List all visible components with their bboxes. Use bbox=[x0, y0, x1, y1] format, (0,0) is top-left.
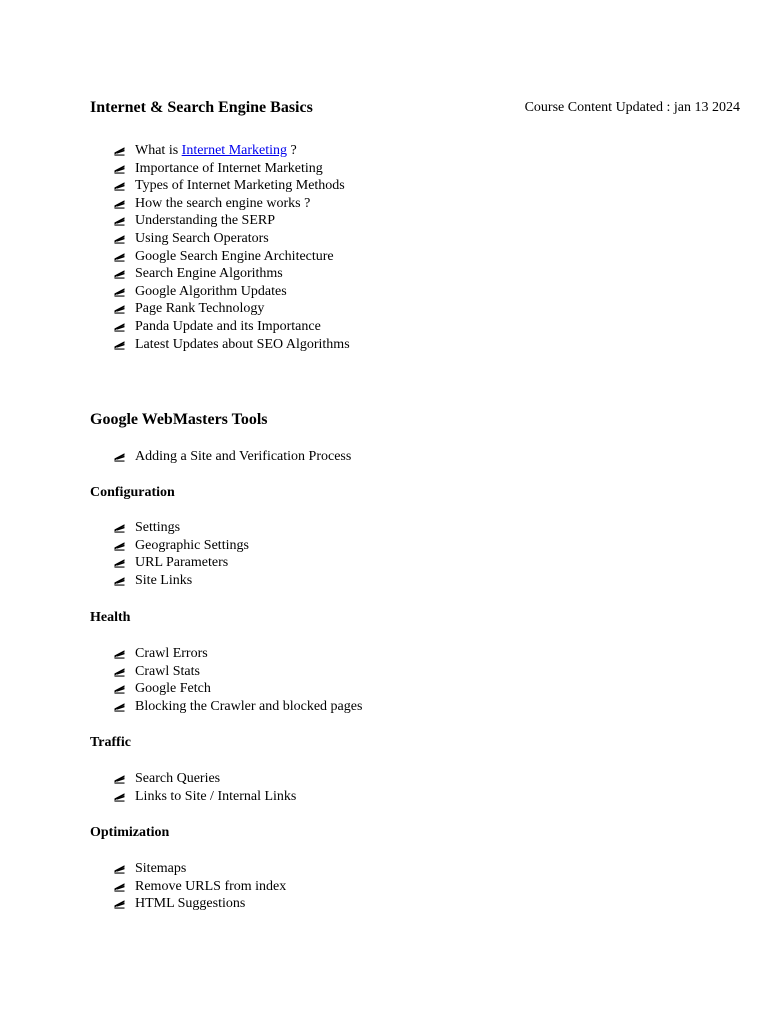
list-item bbox=[112, 318, 350, 336]
section-title-health: Health bbox=[90, 610, 131, 625]
checkmark-bullet-icon bbox=[114, 541, 125, 551]
list-item bbox=[112, 448, 351, 466]
list-item bbox=[112, 860, 286, 878]
list-item-label: Geographic Settings bbox=[135, 537, 249, 553]
list-item bbox=[112, 663, 362, 681]
list-item-label: Understanding the SERP bbox=[135, 213, 275, 229]
checkmark-bullet-icon bbox=[114, 684, 125, 694]
list-item bbox=[112, 645, 362, 663]
list-item-label: Page Rank Technology bbox=[135, 301, 265, 317]
checkmark-bullet-icon bbox=[114, 287, 125, 297]
section-title-webmasters-tools: Google WebMasters Tools bbox=[90, 411, 268, 428]
checkmark-bullet-icon bbox=[114, 452, 125, 462]
list-item bbox=[112, 336, 350, 354]
checkmark-bullet-icon bbox=[114, 252, 125, 262]
list-item bbox=[112, 142, 350, 160]
list-item-suffix: ? bbox=[290, 143, 297, 158]
checkmark-bullet-icon bbox=[114, 304, 125, 314]
list-item bbox=[112, 537, 249, 555]
list-item-label: Adding a Site and Verification Process bbox=[135, 449, 352, 464]
optimization-list bbox=[112, 860, 286, 913]
list-item-label: Sitemaps bbox=[135, 861, 187, 876]
checkmark-bullet-icon bbox=[114, 234, 125, 244]
list-item-label: Latest Updates about SEO Algorithms bbox=[135, 336, 350, 352]
checkmark-bullet-icon bbox=[114, 667, 125, 677]
list-item bbox=[112, 770, 296, 788]
checkmark-bullet-icon bbox=[114, 146, 125, 156]
list-item-label: HTML Suggestions bbox=[135, 896, 246, 912]
list-item bbox=[112, 878, 286, 896]
list-item bbox=[112, 212, 350, 230]
list-item-label: Crawl Stats bbox=[135, 663, 200, 679]
checkmark-bullet-icon bbox=[114, 164, 125, 174]
traffic-list bbox=[112, 770, 296, 805]
checkmark-bullet-icon bbox=[114, 774, 125, 784]
list-item-label: Google Search Engine Architecture bbox=[135, 248, 334, 264]
list-item-prefix: What is bbox=[135, 143, 179, 158]
list-item bbox=[112, 177, 350, 195]
checkmark-bullet-icon bbox=[114, 199, 125, 209]
checkmark-bullet-icon bbox=[114, 558, 125, 568]
internet-basics-list bbox=[112, 142, 350, 353]
list-item-label: Blocking the Crawler and blocked pages bbox=[135, 698, 363, 714]
checkmark-bullet-icon bbox=[114, 882, 125, 892]
list-item bbox=[112, 283, 350, 301]
list-item bbox=[112, 788, 296, 806]
list-item bbox=[112, 554, 249, 572]
list-item-label: Google Algorithm Updates bbox=[135, 283, 287, 299]
section-title-traffic: Traffic bbox=[90, 735, 131, 750]
checkmark-bullet-icon bbox=[114, 523, 125, 533]
list-item bbox=[112, 230, 350, 248]
internet-marketing-link[interactable]: Internet Marketing bbox=[181, 143, 288, 158]
checkmark-bullet-icon bbox=[114, 864, 125, 874]
list-item-label: Site Links bbox=[135, 572, 193, 588]
webmasters-tools-list bbox=[112, 448, 351, 466]
section-title-optimization: Optimization bbox=[90, 825, 170, 840]
checkmark-bullet-icon bbox=[114, 216, 125, 226]
list-item bbox=[112, 698, 362, 716]
list-item-label: Search Engine Algorithms bbox=[135, 266, 283, 282]
list-item-label: How the search engine works ? bbox=[135, 195, 311, 211]
list-item bbox=[112, 680, 362, 698]
list-item-label: Links to Site / Internal Links bbox=[135, 788, 297, 804]
checkmark-bullet-icon bbox=[114, 792, 125, 802]
list-item-label: Settings bbox=[135, 520, 181, 535]
list-item-label: URL Parameters bbox=[135, 555, 229, 571]
checkmark-bullet-icon bbox=[114, 181, 125, 191]
checkmark-bullet-icon bbox=[114, 899, 125, 909]
list-item-label: Google Fetch bbox=[135, 681, 211, 697]
checkmark-bullet-icon bbox=[114, 340, 125, 350]
list-item bbox=[112, 195, 350, 213]
list-item-label: Remove URLS from index bbox=[135, 878, 287, 894]
health-list bbox=[112, 645, 362, 715]
list-item-label: Crawl Errors bbox=[135, 646, 208, 661]
list-item-label: Types of Internet Marketing Methods bbox=[135, 178, 345, 194]
list-item bbox=[112, 572, 249, 590]
checkmark-bullet-icon bbox=[114, 649, 125, 659]
list-item bbox=[112, 519, 249, 537]
list-item bbox=[112, 248, 350, 266]
list-item bbox=[112, 160, 350, 178]
course-updated-date: Course Content Updated : jan 13 2024 bbox=[524, 100, 740, 115]
list-item-label: Using Search Operators bbox=[135, 230, 269, 246]
checkmark-bullet-icon bbox=[114, 322, 125, 332]
list-item-label: Panda Update and its Importance bbox=[135, 318, 321, 334]
list-item-label: Importance of Internet Marketing bbox=[135, 160, 323, 176]
section-title-internet-basics: Internet & Search Engine Basics bbox=[90, 99, 313, 116]
list-item bbox=[112, 895, 286, 913]
checkmark-bullet-icon bbox=[114, 576, 125, 586]
section-title-configuration: Configuration bbox=[90, 485, 175, 500]
configuration-list bbox=[112, 519, 249, 589]
list-item bbox=[112, 265, 350, 283]
checkmark-bullet-icon bbox=[114, 702, 125, 712]
list-item bbox=[112, 300, 350, 318]
checkmark-bullet-icon bbox=[114, 269, 125, 279]
list-item-label: Search Queries bbox=[135, 771, 221, 786]
